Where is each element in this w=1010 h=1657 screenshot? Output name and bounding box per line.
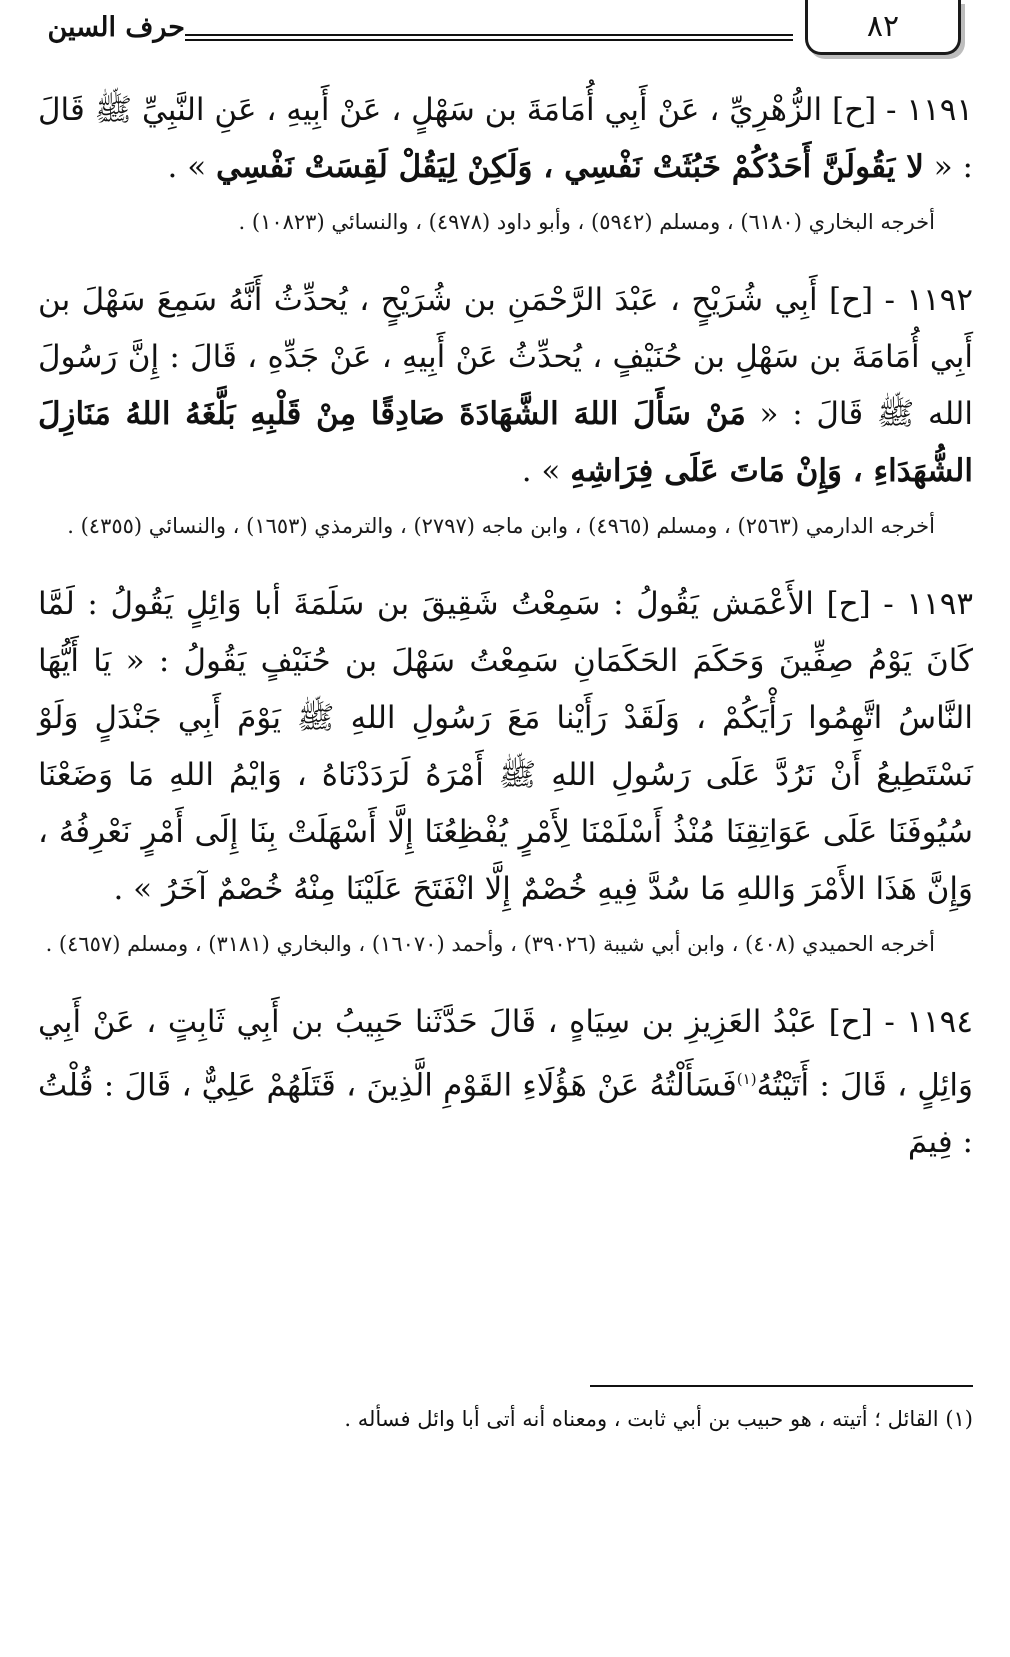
hadith-text bbox=[38, 272, 973, 500]
page-body bbox=[38, 82, 973, 1191]
hadith-continuation: فَسَأَلْتُهُ عَنْ هَؤُلَاءِ القَوْمِ الَّذِينَ ، قَتَلَهُمْ عَلِيٌّ ، قَالَ : قُلْتُ : فِيمَ bbox=[38, 1067, 973, 1161]
hadith-closing: » . bbox=[521, 453, 571, 489]
footnote: (١) القائل ؛ أتيته ، هو حبيب بن أبي ثابت ، ومعناه أنه أتى أبا وائل فسأله . bbox=[344, 1407, 973, 1431]
hadith-text bbox=[38, 576, 973, 918]
hadith-entry-1193 bbox=[38, 576, 973, 964]
hadith-closing: » . bbox=[167, 149, 217, 185]
hadith-text bbox=[38, 82, 973, 196]
header-double-rule bbox=[185, 34, 793, 41]
hadith-chain: [ح] عَبْدُ العَزِيزِ بن سِيَاهٍ ، قَالَ حَدَّثَنا حَبِيبُ بن أَبِي ثَابِتٍ ، عَنْ أَبِي وَائِلٍ ، قَالَ : أَتَيْتُهُ bbox=[38, 1004, 973, 1104]
hadith-number: ١١٩٣ - bbox=[883, 586, 973, 622]
hadith-text bbox=[38, 994, 973, 1171]
hadith-quote: لا يَقُولَنَّ أَحَدُكُمْ خَبُثَتْ نَفْسِي ، وَلَكِنْ لِيَقُلْ لَقِسَتْ نَفْسِي bbox=[216, 149, 924, 185]
hadith-quote: مَنْ سَأَلَ اللهَ الشَّهَادَةَ صَادِقًا مِنْ قَلْبِهِ بَلَّغَهُ اللهُ مَنَازِلَ الشُّهَدَاءِ ، وَإِنْ مَاتَ عَلَى فِرَاشِهِ bbox=[38, 396, 973, 489]
page-number-tab bbox=[805, 0, 961, 55]
hadith-chain: [ح] الزُّهْرِيِّ ، عَنْ أَبِي أُمَامَةَ بن سَهْلٍ ، عَنْ أَبِيهِ ، عَنِ النَّبِيِّ ﷺ قَالَ : « bbox=[38, 92, 973, 185]
hadith-number: ١١٩١ - bbox=[886, 92, 973, 128]
hadith-number: ١١٩٤ - bbox=[884, 1004, 973, 1040]
hadith-entry-1192 bbox=[38, 272, 973, 546]
page-number: ٨٢ bbox=[866, 8, 900, 44]
hadith-number: ١١٩٢ - bbox=[884, 282, 973, 318]
footnote-separator bbox=[590, 1385, 973, 1387]
hadith-entry-1191 bbox=[38, 82, 973, 242]
takhrij-note: أخرجه الحميدي (٤٠٨) ، وابن أبي شيبة (٣٩٠٢٦) ، وأحمد (١٦٠٧٠) ، والبخاري (٣١٨١) ، ومسلم (٤٦٥٧) . bbox=[45, 932, 935, 956]
chapter-title: حرف السين bbox=[47, 12, 185, 43]
takhrij-note: أخرجه الدارمي (٢٥٦٣) ، ومسلم (٤٩٦٥) ، وابن ماجه (٢٧٩٧) ، والترمذي (١٦٥٣) ، والنسائي (٤٣٥٥) . bbox=[67, 514, 935, 538]
hadith-chain: [ح] الأَعْمَش يَقُولُ : سَمِعْتُ شَقِيقَ بن سَلَمَةَ أبا وَائِلٍ يَقُولُ : لَمَّا كَانَ يَوْمُ صِفِّينَ وَحَكَمَ الحَكَمَانِ سَمِعْتُ سَهْلَ بن حُنَيْفٍ يَقُولُ : « يَا أَيُّهَا النَّاسُ اتَّهِمُوا رَأْيَكُمْ ، وَلَقَدْ رَأَيْنا مَعَ رَسُولِ اللهِ ﷺ يَوْمَ أَبِي جَنْدَلٍ وَلَوْ نَسْتَطِيعُ أَنْ نَرُدَّ عَلَى رَسُولِ اللهِ ﷺ أَمْرَهُ لَرَدَدْنَاهُ ، وَايْمُ اللهِ مَا وَضَعْنَا سُيُوفَنَا عَلَى عَوَاتِقِنَا مُنْذُ أَسْلَمْنَا لِأَمْرٍ يُفْظِعُنَا إِلَّا أَسْهَلَتْ بِنَا إِلَى أَمْرٍ نَعْرِفُهُ ، وَإِنَّ هَذَا الأَمْرَ وَاللهِ مَا سُدَّ فِيهِ خُصْمٌ إِلَّا انْفَتَحَ عَلَيْنَا مِنْهُ خُصْمٌ آخَرُ bbox=[38, 586, 973, 907]
hadith-closing: » . bbox=[113, 871, 162, 907]
hadith-chain: [ح] أَبِي شُرَيْحٍ ، عَبْدَ الرَّحْمَنِ بن شُرَيْحٍ ، يُحدِّثُ أَنَّهُ سَمِعَ سَهْلَ بن أَبِي أُمَامَةَ بن سَهْلِ بن حُنَيْفٍ ، يُحدِّثُ عَنْ أَبِيهِ ، عَنْ جَدِّهِ ، قَالَ : إِنَّ رَسُولَ الله ﷺ قَالَ : « bbox=[38, 282, 973, 432]
takhrij-note: أخرجه البخاري (٦١٨٠) ، ومسلم (٥٩٤٢) ، وأبو داود (٤٩٧٨) ، والنسائي (١٠٨٢٣) . bbox=[238, 210, 935, 234]
page-header bbox=[0, 0, 1010, 60]
footnote-reference: (١) bbox=[736, 1070, 757, 1088]
hadith-entry-1194 bbox=[38, 994, 973, 1171]
